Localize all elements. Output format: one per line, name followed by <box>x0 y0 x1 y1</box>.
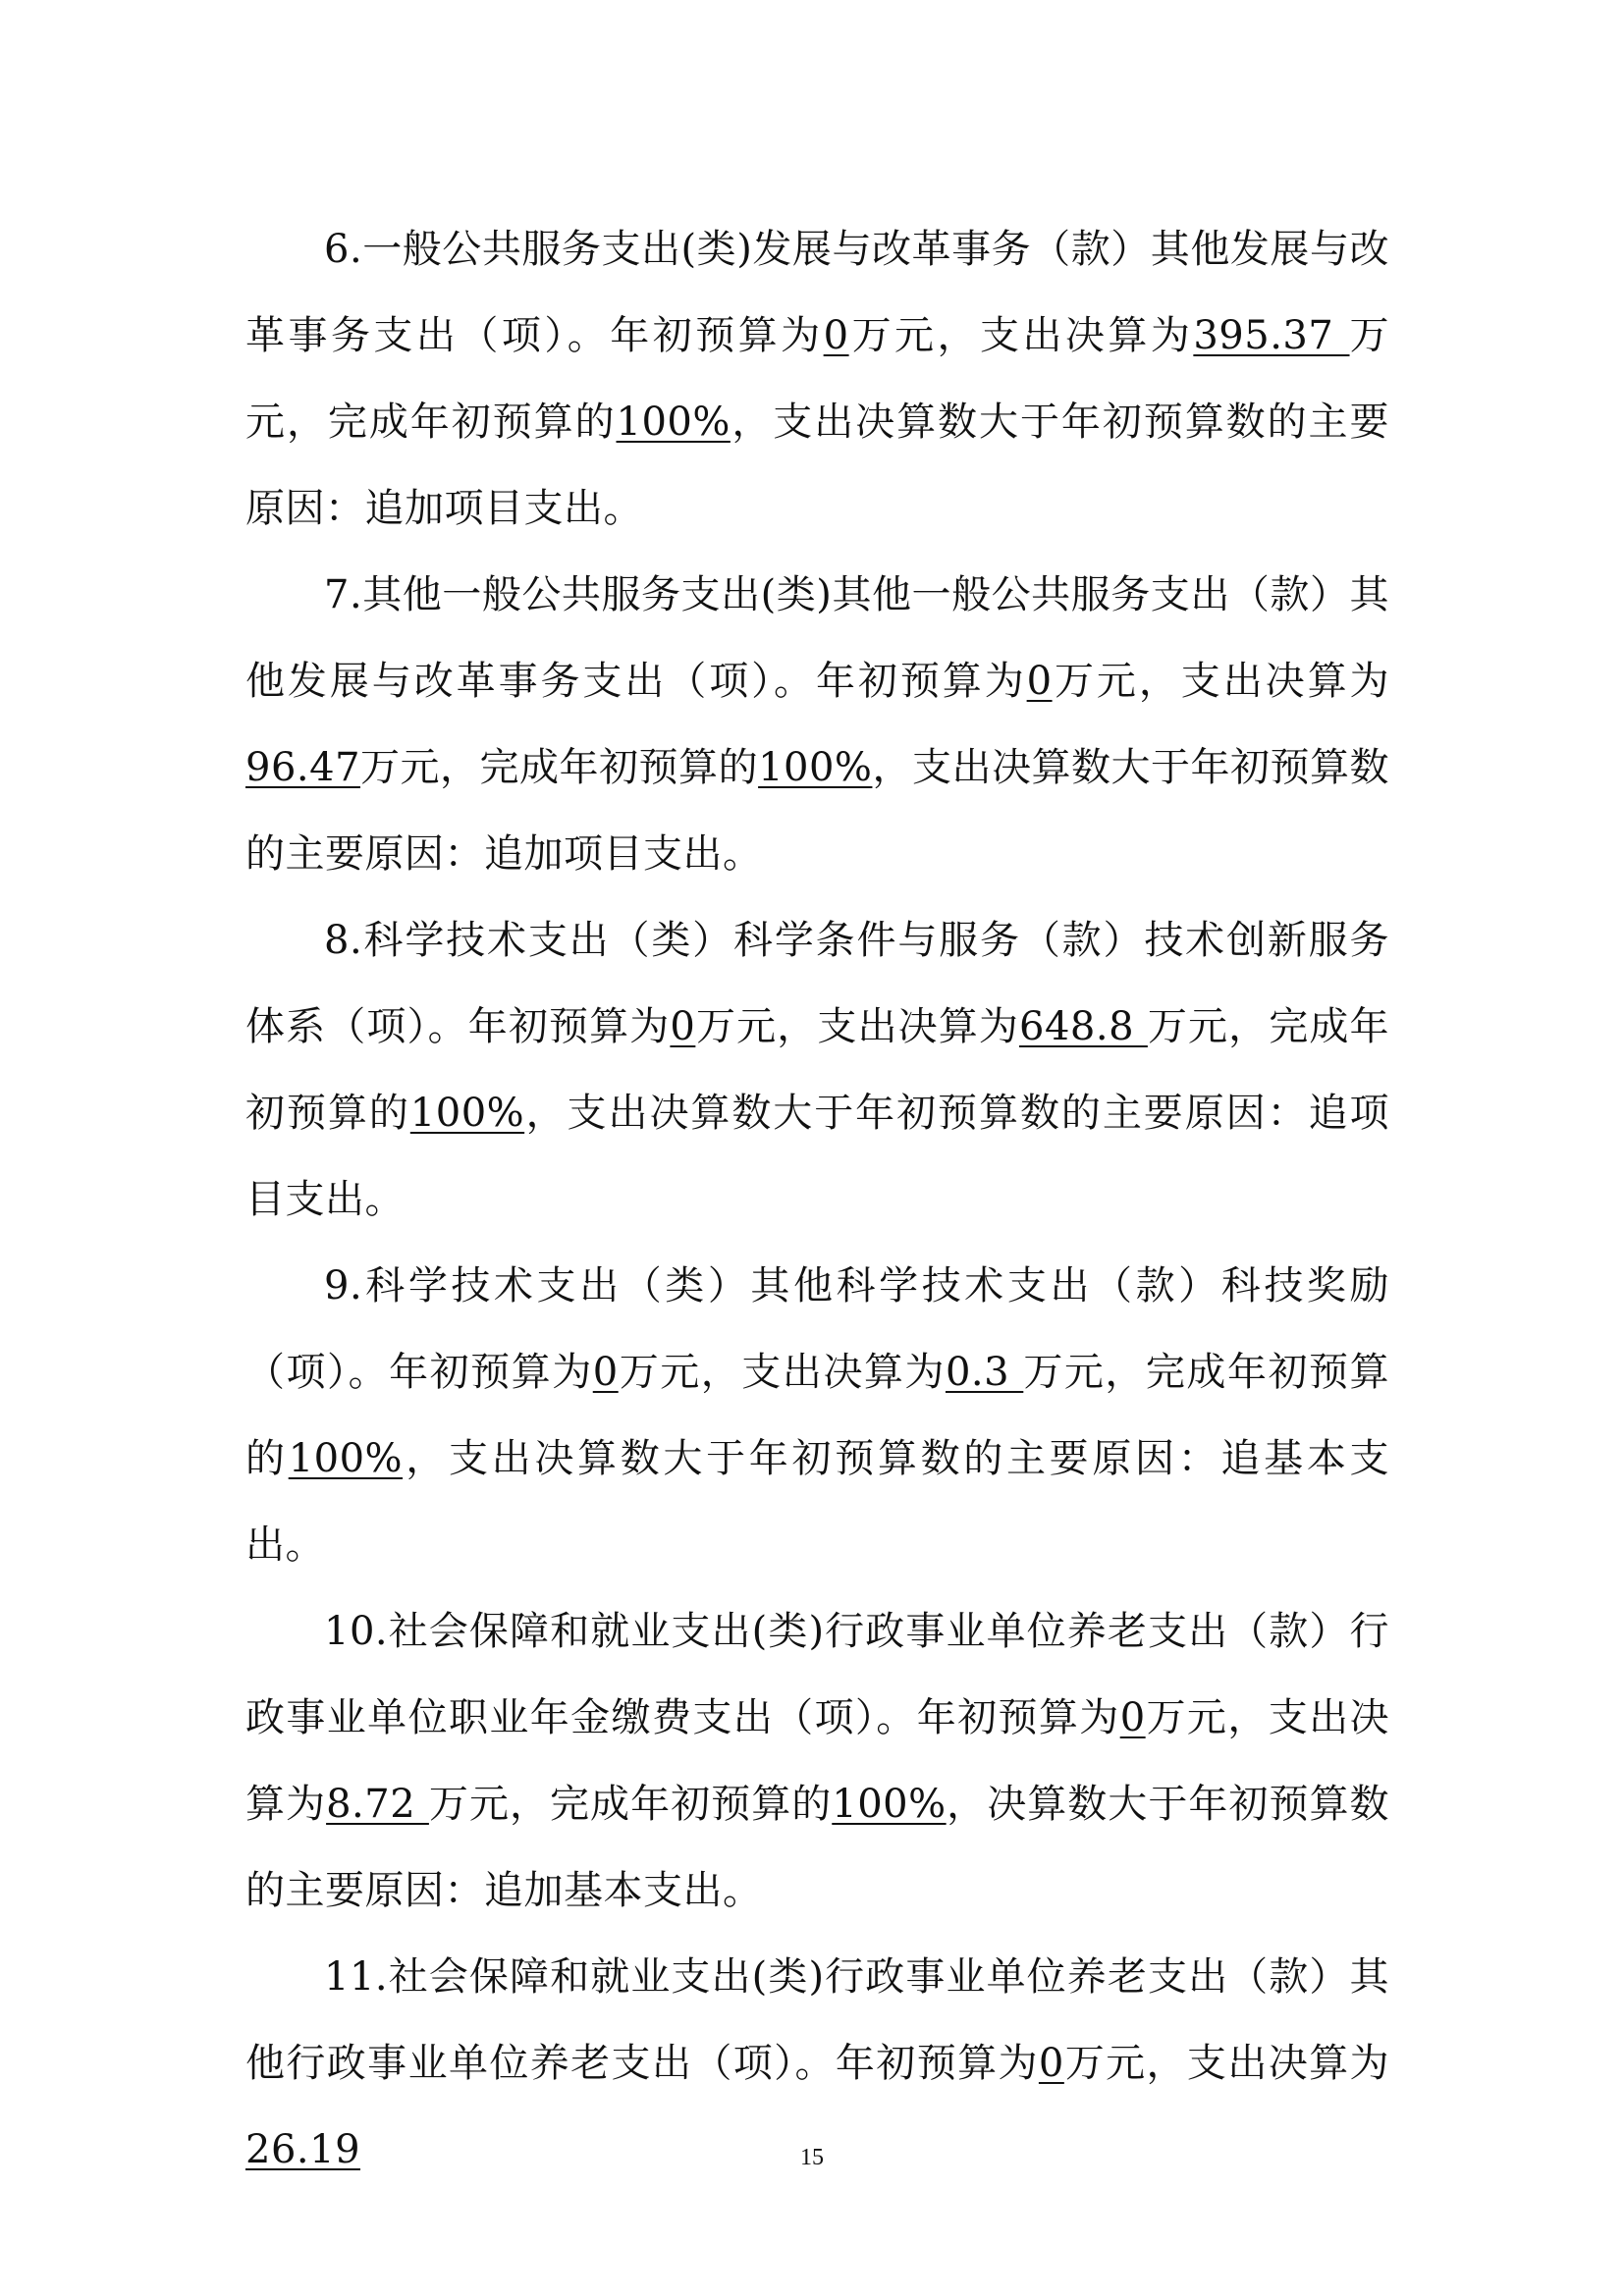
paragraph-8 <box>245 897 1389 1243</box>
underlined-value: 0 <box>1119 1695 1146 1740</box>
underlined-value: 8.72 <box>326 1782 429 1827</box>
text-segment: ，决算数大于年初预算数的主要原因：追加基本支出。 <box>245 1782 1390 1913</box>
text-segment: 万元，支出决算为 <box>1063 2041 1389 2086</box>
underlined-value: 96.47 <box>245 745 361 790</box>
text-segment: 8.科学技术支出（类）科学条件与服务（款）技术创新服务体系（项）。年初预算为 <box>245 918 1389 1049</box>
text-segment: 万元，支出决算为 <box>848 313 1194 358</box>
text-segment: 9.科学技术支出（类）其他科学技术支出（款）科技奖励（项）。年初预算为 <box>245 1263 1389 1395</box>
document-body <box>245 206 1389 2193</box>
text-segment: 10.社会保障和就业支出(类)行政事业单位养老支出（款）行政事业单位职业年金缴费支出（项）。年初预算为 <box>245 1609 1389 1740</box>
text-segment: 万元，完成年初预算的 <box>428 1782 833 1827</box>
text-segment: 万元，支出决算为 <box>618 1350 946 1395</box>
underlined-value: 100% <box>288 1436 404 1481</box>
underlined-value: 0 <box>823 313 849 358</box>
text-segment: 7.其他一般公共服务支出(类)其他一般公共服务支出（款）其他发展与改革事务支出（项）。年初预算为 <box>245 572 1389 704</box>
underlined-value: 100% <box>832 1782 947 1827</box>
page-number: 15 <box>800 2145 824 2170</box>
underlined-value: 100% <box>409 1091 525 1136</box>
underlined-value: 26.19 <box>245 2127 361 2172</box>
paragraph-10 <box>245 1588 1389 1934</box>
paragraph-7 <box>245 552 1389 897</box>
text-segment: 万元，支出决算为 <box>1052 659 1389 704</box>
underlined-value: 0 <box>670 1004 696 1049</box>
text-segment: 万元，完成年初预算的 <box>360 745 759 790</box>
underlined-value: 0.3 <box>945 1350 1024 1395</box>
text-segment: 6.一般公共服务支出(类)发展与改革事务（款）其他发展与改革事务支出（项）。年初预算为 <box>245 227 1389 358</box>
underlined-value: 648.8 <box>1019 1004 1148 1049</box>
text-segment: 11.社会保障和就业支出(类)行政事业单位养老支出（款）其他行政事业单位养老支出（项）。年初预算为 <box>245 1954 1389 2086</box>
text-segment: ，支出决算数大于年初预算数的主要原因：追项目支出。 <box>245 1091 1390 1222</box>
underlined-value: 395.37 <box>1193 313 1350 358</box>
text-segment: 万元，支出决算为 <box>695 1004 1020 1049</box>
text-segment: ，支出决算数大于年初预算数的主要原因：追加项目支出。 <box>245 745 1390 877</box>
text-segment: ，支出决算数大于年初预算数的主要原因：追基本支出。 <box>245 1436 1390 1568</box>
paragraph-6 <box>245 206 1389 552</box>
paragraph-9 <box>245 1243 1389 1588</box>
text-segment: 万元，完成年初预算的 <box>245 1004 1390 1136</box>
text-segment: ，支出决算数大于年初预算数的主要原因：追加项目支出。 <box>245 400 1390 531</box>
underlined-value: 100% <box>616 400 731 445</box>
underlined-value: 100% <box>758 745 873 790</box>
text-segment: 万元，完成年初预算的 <box>245 313 1390 445</box>
underlined-value: 0 <box>1038 2041 1064 2086</box>
underlined-value: 0 <box>592 1350 619 1395</box>
text-segment: 万元，支出决算为 <box>245 1695 1390 1827</box>
underlined-value: 0 <box>1026 659 1053 704</box>
text-segment: 万元，完成年初预算的 <box>245 1350 1390 1481</box>
